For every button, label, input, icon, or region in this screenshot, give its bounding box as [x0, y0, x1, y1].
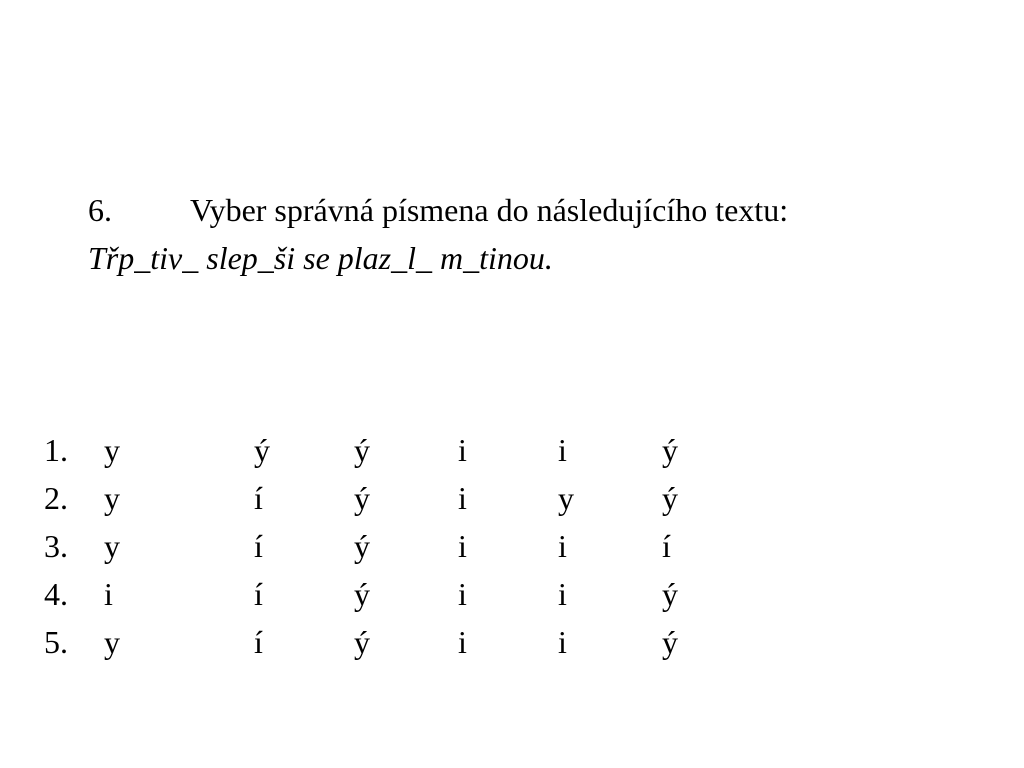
option-letter: i [458, 624, 467, 660]
option-letter: i [458, 528, 467, 564]
option-letter: ý [662, 480, 678, 516]
option-letter: y [104, 432, 120, 468]
option-row-4 [44, 570, 744, 618]
option-letter: ý [354, 480, 370, 516]
option-letter: i [458, 576, 467, 612]
option-letter: i [558, 432, 567, 468]
question-heading [88, 186, 788, 234]
option-letter: y [104, 480, 120, 516]
option-letter: ý [662, 624, 678, 660]
option-letter: i [104, 576, 113, 612]
option-letter: í [254, 576, 263, 612]
option-number: 3. [44, 528, 68, 564]
option-letter: ý [662, 576, 678, 612]
option-letter: i [558, 528, 567, 564]
option-letter: ý [662, 432, 678, 468]
option-letter: ý [254, 432, 270, 468]
option-letter: y [558, 480, 574, 516]
option-letter: ý [354, 528, 370, 564]
option-letter: í [254, 480, 263, 516]
question-number: 6. [88, 192, 112, 228]
option-row-5 [44, 618, 744, 666]
option-number: 1. [44, 432, 68, 468]
option-letter: ý [354, 624, 370, 660]
option-letter: i [458, 432, 467, 468]
question-sentence: Třp_tiv_ slep_ši se plaz_l_ m_tinou. [88, 240, 553, 276]
option-letter: í [254, 528, 263, 564]
question-prompt: Vyber správná písmena do následujícího textu: [190, 192, 789, 228]
option-number: 5. [44, 624, 68, 660]
option-letter: í [662, 528, 671, 564]
option-letter: i [558, 624, 567, 660]
option-row-1 [44, 426, 744, 474]
option-letter: i [458, 480, 467, 516]
option-row-3 [44, 522, 744, 570]
option-number: 4. [44, 576, 68, 612]
question-block [88, 186, 788, 282]
option-row-2 [44, 474, 744, 522]
answer-options [44, 426, 744, 666]
option-letter: í [254, 624, 263, 660]
option-letter: ý [354, 432, 370, 468]
option-letter: y [104, 528, 120, 564]
option-letter: y [104, 624, 120, 660]
option-letter: ý [354, 576, 370, 612]
option-number: 2. [44, 480, 68, 516]
option-letter: i [558, 576, 567, 612]
